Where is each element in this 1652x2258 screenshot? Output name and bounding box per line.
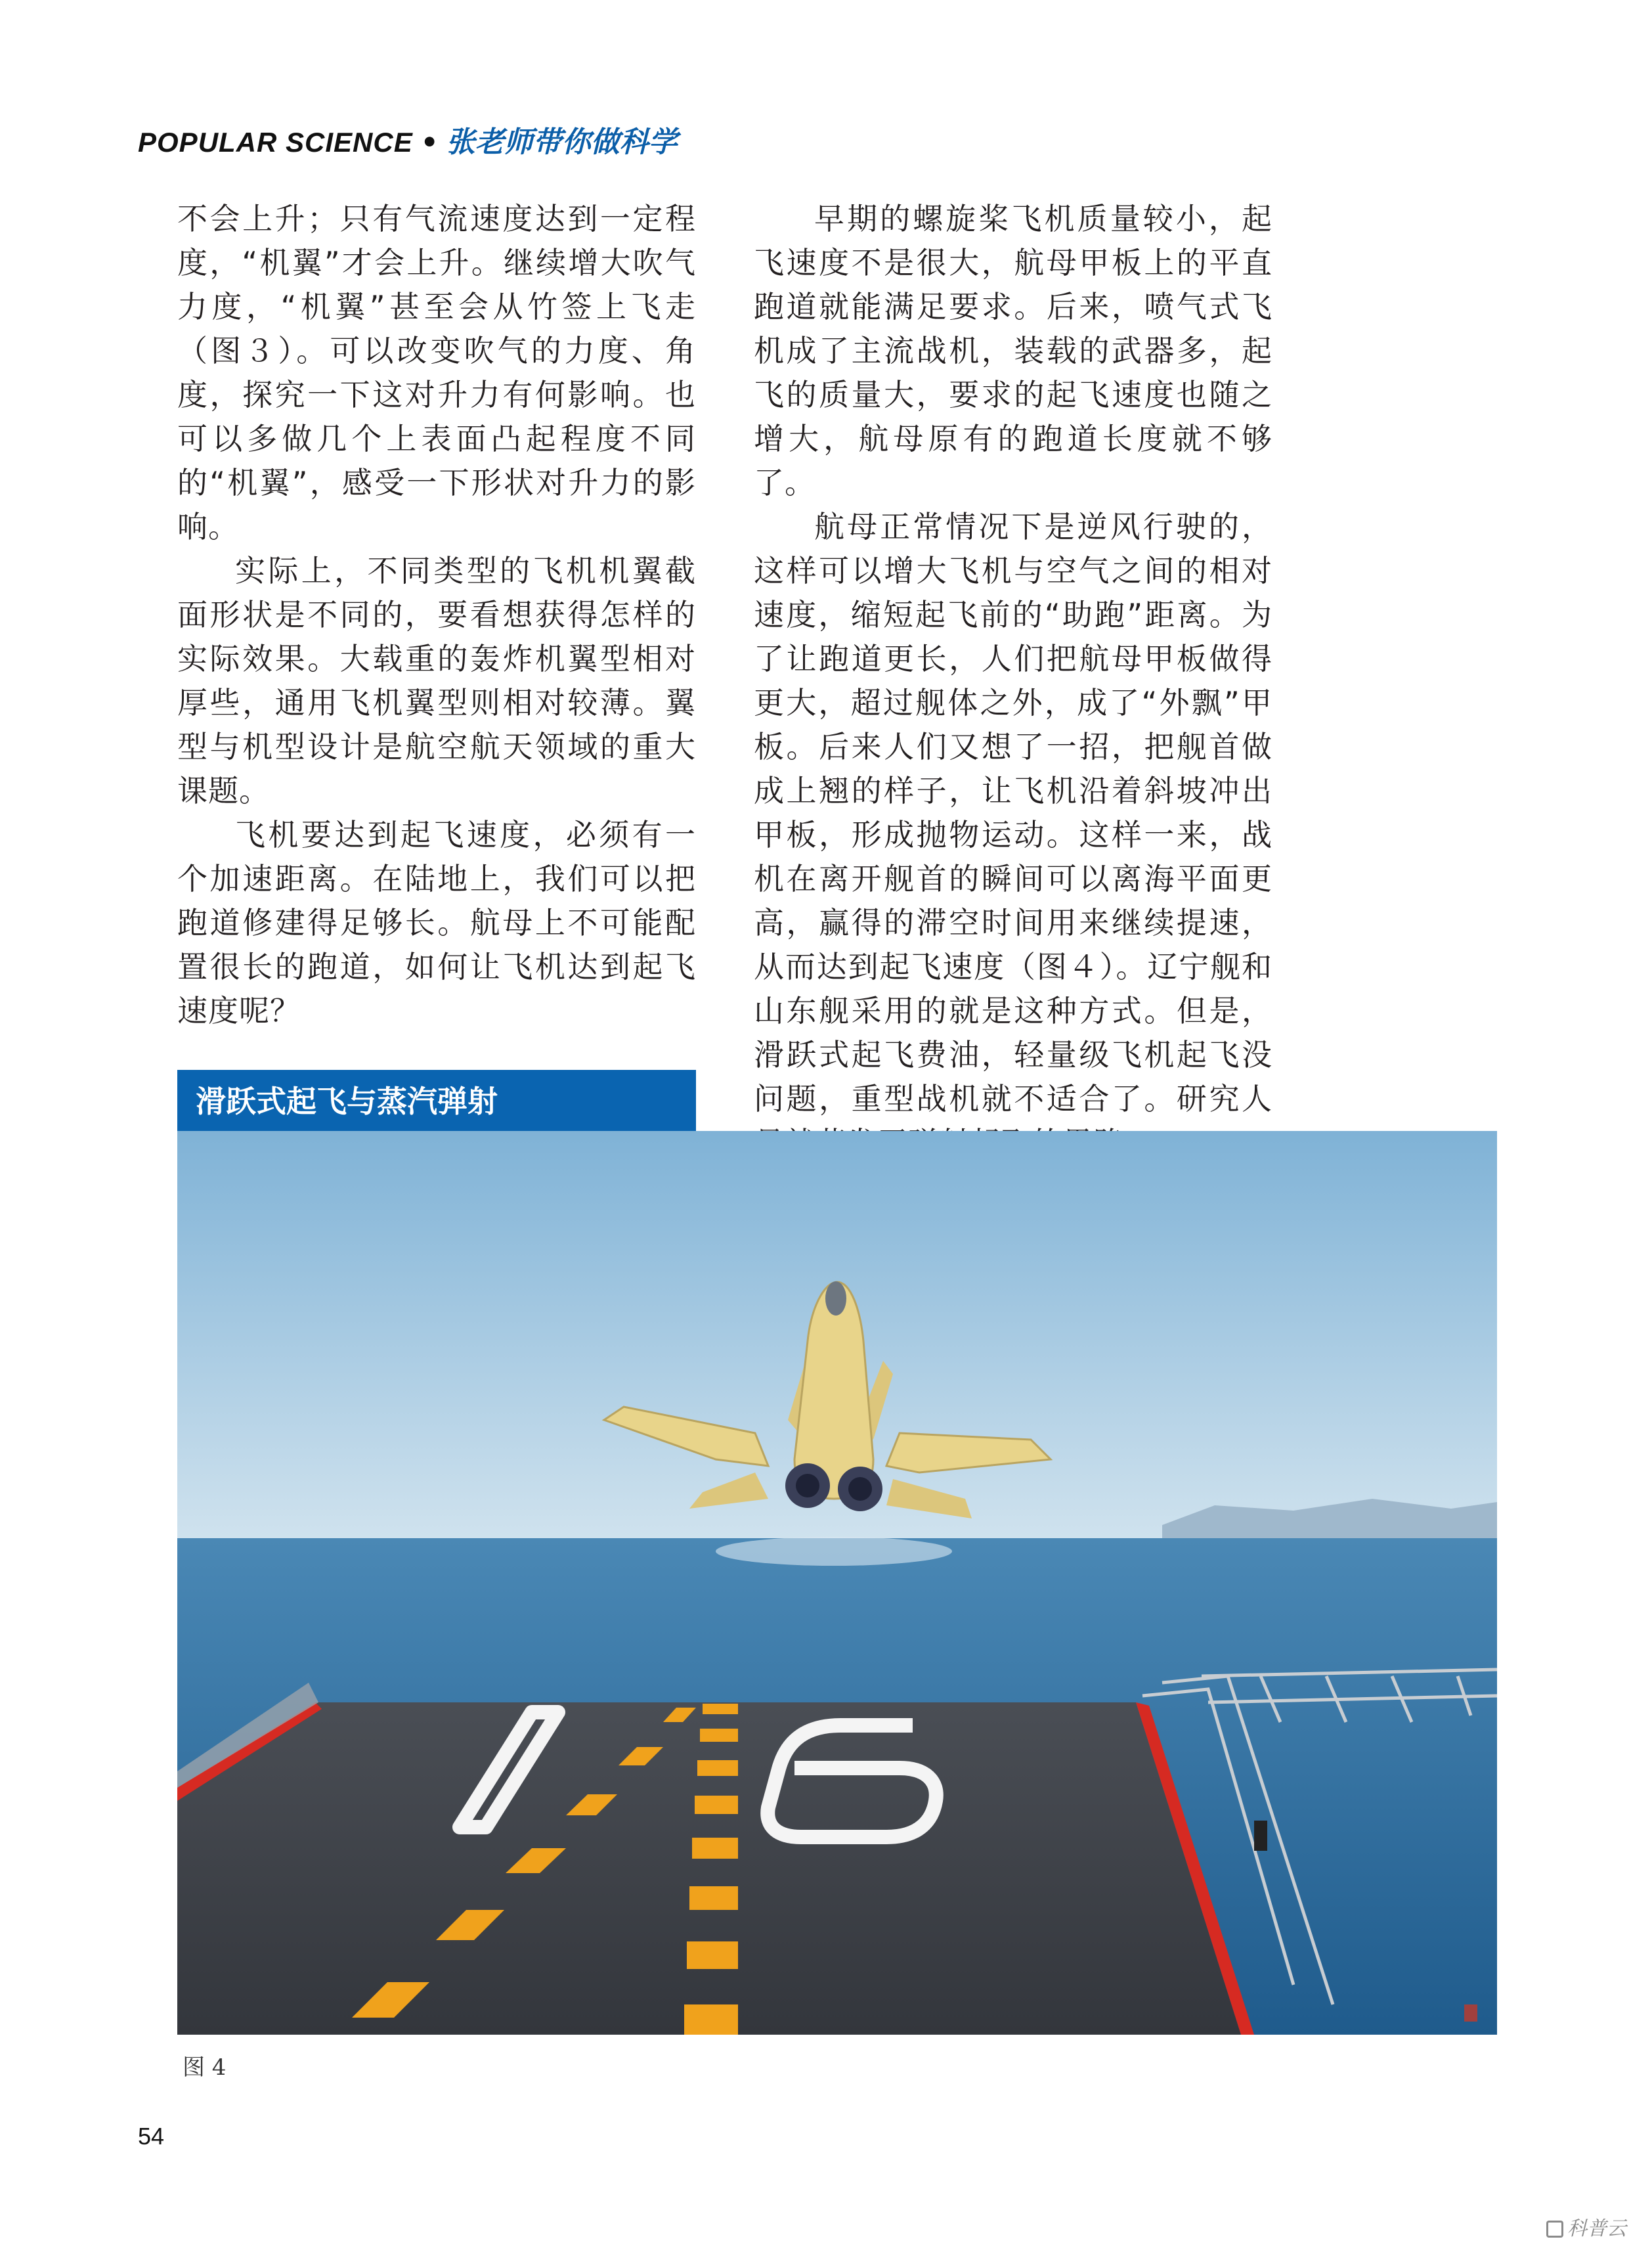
paragraph: 实际上，不同类型的飞机机翼截面形状是不同的，要看想获得怎样的实际效果。大载重的轰炸机翼型相对厚些，通用飞机翼型则相对较薄。翼型与机型设计是航空航天领域的重大课题。: [177, 553, 696, 808]
right-text-column: [754, 197, 1272, 1253]
paragraph: 飞机要达到起飞速度，必须有一个加速距离。在陆地上，我们可以把跑道修建得足够长。航母上不可能配置很长的跑道，如何让飞机达到起飞速度呢？: [177, 817, 696, 1029]
column-name: 张老师带你做科学: [446, 125, 678, 159]
photo-seal-stamp: [1464, 2004, 1477, 2022]
watermark-logo-icon: [1546, 2221, 1563, 2238]
figure-4-photo: [177, 1131, 1497, 2035]
page-number: 54: [138, 2123, 165, 2150]
jet-canopy: [825, 1281, 846, 1316]
left-text-column: [177, 197, 696, 1258]
section-heading: 滑跃式起飞与蒸汽弹射: [177, 1070, 696, 1133]
paragraph: 航母正常情况下是逆风行驶的，这样可以增大飞机与空气之间的相对速度，缩短起飞前的“助跑”距离。为了让跑道更长，人们把航母甲板做得更大，超过舰体之外，成了“外飘”甲板。后来人们又想了一招，把舰首做成上翘的样子，让飞机沿着斜坡冲出甲板，形成抛物运动。这样一来，战机在离开舰首的瞬间可以离海平面更高，赢得的滞空时间用来继续提速，从而达到起飞速度（图４）。辽宁舰和山东舰采用的就是这种方式。但是，滑跃式起飞费油，轻量级飞机起飞没问题，重型战机就不适合了。研究人: [754, 509, 1272, 1117]
paragraph: 不会上升；只有气流速度达到一定程度，“机翼”才会上升。继续增大吹气力度，“机翼”甚至会从竹签上飞走（图３）。可以改变吹气的力度、角度，探究一下这对升力有何影响。也可以多做几个上表面凸起程度不同的“机翼”，感受一下形状对升力的影响。: [177, 201, 696, 544]
running-header: [138, 118, 678, 164]
paragraph: 早期的螺旋桨飞机质量较小，起飞速度不是很大，航母甲板上的平直跑道就能满足要求。后来，喷气式飞机成了主流战机，装载的武器多，起飞的质量大，要求的起飞速度也随之增大，航母原有的跑道长度就不够了。: [754, 201, 1272, 500]
figure-caption: 图 4: [183, 2054, 227, 2081]
watermark: [1546, 2212, 1626, 2241]
deck-surface: [177, 1702, 1241, 2035]
water-spray: [716, 1537, 952, 1566]
deck-crew-member: [1254, 1821, 1267, 1851]
header-separator: •: [420, 126, 439, 158]
watermark-text: 科普云: [1567, 2217, 1626, 2240]
magazine-name: POPULAR SCIENCE: [138, 127, 413, 158]
